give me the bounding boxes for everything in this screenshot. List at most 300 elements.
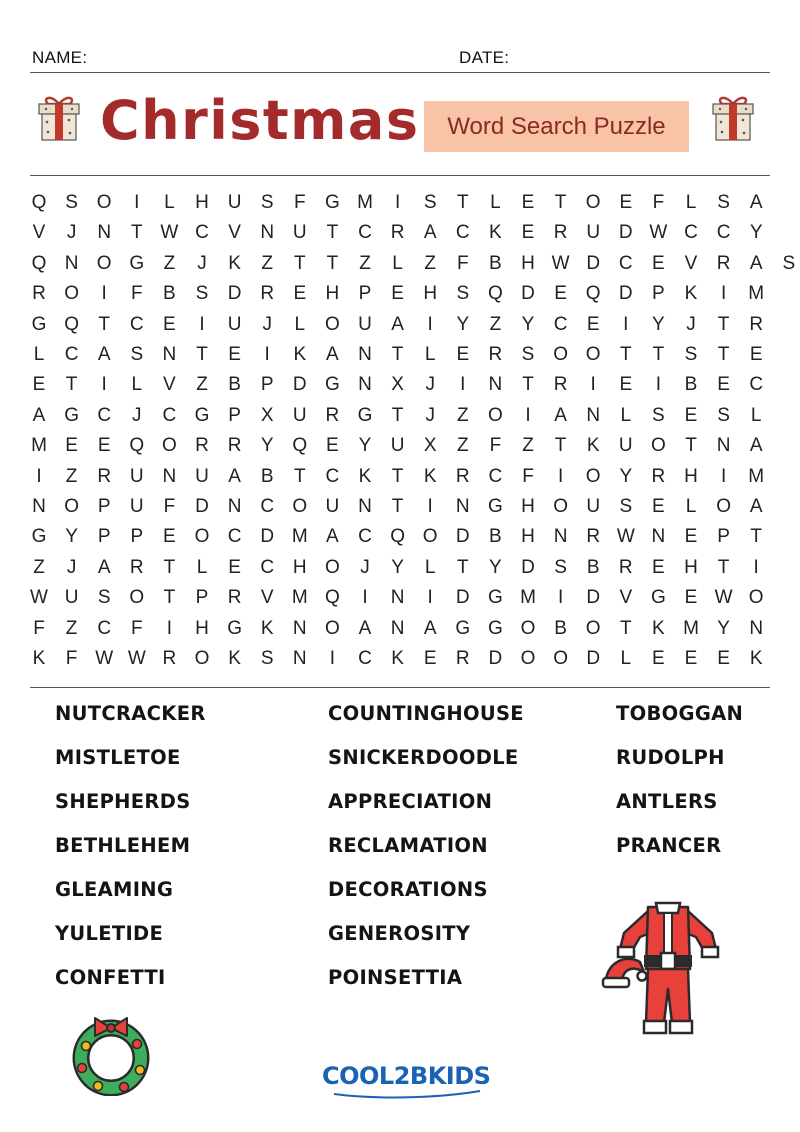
grid-letter: E	[619, 192, 633, 213]
grid-letter: R	[227, 587, 242, 609]
grid-letter: R	[488, 344, 503, 365]
grid-letter: L	[424, 344, 436, 365]
grid-letter: K	[32, 648, 46, 669]
grid-letter: X	[260, 404, 274, 426]
logo-text: COOL2BKIDS	[322, 1062, 491, 1090]
word-item: CONFETTI	[55, 966, 166, 989]
grid-letter: C	[162, 404, 177, 426]
grid-letter: N	[97, 222, 112, 244]
grid-letter: B	[489, 526, 502, 548]
grid-letter: G	[488, 496, 503, 517]
grid-letter: U	[618, 435, 633, 457]
grid-letter: W	[714, 587, 733, 609]
grid-letter: S	[554, 556, 567, 578]
grid-letter: G	[488, 587, 503, 609]
grid-letter: E	[65, 435, 78, 457]
grid-letter: B	[228, 374, 241, 396]
grid-letter: N	[292, 648, 307, 669]
grid-letter: C	[618, 252, 633, 274]
grid-letter: W	[30, 587, 48, 609]
grid-letter: V	[260, 587, 274, 609]
grid-letter: Z	[163, 252, 176, 274]
grid-letter: T	[326, 222, 339, 244]
grid-letter: Z	[65, 617, 78, 639]
grid-letter: E	[423, 648, 437, 669]
grid-letter: A	[749, 435, 763, 457]
grid-letter: C	[358, 222, 372, 244]
grid-letter: T	[554, 435, 567, 457]
grid-letter: A	[326, 344, 339, 365]
grid-letter: C	[749, 374, 764, 396]
grid-letter: E	[293, 283, 307, 305]
grid-letter: F	[293, 192, 306, 213]
grid-letter: B	[163, 283, 176, 305]
grid-letter: E	[684, 526, 698, 548]
grid-letter: N	[227, 496, 242, 517]
grid-letter: E	[717, 374, 730, 396]
grid-letter: R	[716, 252, 731, 274]
grid-letter: P	[717, 526, 730, 548]
grid-letter: Z	[489, 313, 502, 335]
grid-letter: E	[521, 192, 535, 213]
grid-letter: N	[260, 222, 275, 244]
grid-letter: F	[33, 617, 45, 639]
grid-letter: C	[325, 465, 340, 487]
grid-letter: R	[749, 313, 764, 335]
grid-letter: T	[293, 465, 306, 487]
grid-letter: I	[623, 313, 629, 335]
grid-letter: H	[521, 496, 535, 517]
grid-letter: O	[520, 617, 536, 639]
grid-letter: W	[616, 526, 635, 548]
grid-letter: E	[652, 556, 665, 578]
grid-letter: T	[391, 344, 404, 365]
grid-letter: N	[358, 374, 372, 396]
grid-letter: A	[423, 222, 437, 244]
grid-letter: G	[651, 587, 666, 609]
grid-letter: C	[358, 526, 372, 548]
grid-letter: N	[488, 374, 503, 396]
grid-top-divider	[30, 175, 770, 176]
grid-letter: L	[131, 374, 143, 396]
grid-letter: F	[522, 465, 534, 487]
grid-letter: B	[684, 374, 698, 396]
grid-letter: E	[32, 374, 46, 396]
grid-letter: M	[31, 435, 47, 457]
grid-letter: Y	[489, 556, 502, 578]
grid-letter: O	[585, 344, 601, 365]
grid-letter: Y	[65, 526, 78, 548]
grid-letter: I	[557, 587, 564, 609]
grid-letter: J	[360, 556, 370, 578]
grid-letter: N	[716, 435, 731, 457]
grid-letter: E	[652, 496, 665, 517]
grid-letter: Z	[424, 252, 436, 274]
name-label: NAME:	[32, 48, 88, 67]
grid-letter: I	[427, 587, 433, 609]
grid-letter: N	[292, 617, 307, 639]
grid-letter: C	[488, 465, 503, 487]
grid-letter: O	[194, 526, 210, 548]
grid-letter: A	[97, 556, 111, 578]
grid-letter: Z	[65, 465, 78, 487]
grid-letter: E	[163, 313, 176, 335]
grid-letter: I	[525, 404, 531, 426]
grid-letter: F	[652, 192, 665, 213]
grid-letter: R	[32, 283, 46, 305]
word-item: APPRECIATION	[328, 790, 493, 813]
grid-letter: A	[391, 313, 404, 335]
grid-letter: U	[129, 496, 144, 517]
grid-letter: A	[749, 496, 763, 517]
grid-letter: E	[684, 404, 698, 426]
grid-letter: E	[586, 313, 600, 335]
grid-letter: Z	[456, 404, 469, 426]
grid-letter: R	[227, 435, 242, 457]
grid-letter: N	[455, 496, 470, 517]
grid-letter: M	[291, 587, 308, 609]
grid-letter: Q	[64, 313, 79, 335]
grid-letter: P	[652, 283, 665, 305]
grid-letter: D	[521, 556, 535, 578]
grid-letter: N	[64, 252, 79, 274]
grid-letter: R	[586, 526, 601, 548]
grid-letter: T	[326, 252, 339, 274]
word-item: PRANCER	[616, 834, 722, 857]
grid-letter: O	[325, 313, 340, 335]
word-item: MISTLETOE	[55, 746, 181, 769]
grid-letter: H	[292, 556, 307, 578]
grid-letter: N	[390, 617, 405, 639]
word-item: BETHLEHEM	[55, 834, 191, 857]
grid-letter: B	[554, 617, 567, 639]
grid-letter: I	[36, 465, 42, 487]
grid-letter: I	[590, 374, 596, 396]
grid-letter: A	[749, 252, 763, 274]
grid-letter: K	[358, 465, 372, 487]
grid-letter: U	[586, 222, 601, 244]
grid-letter: L	[33, 344, 45, 365]
grid-letter: D	[618, 222, 633, 244]
grid-letter: I	[427, 496, 433, 517]
gift-box-icon	[36, 92, 82, 144]
grid-letter: S	[684, 344, 698, 365]
grid-letter: U	[227, 192, 242, 213]
grid-letter: O	[651, 435, 666, 457]
grid-letter: N	[32, 496, 46, 517]
grid-letter: D	[586, 252, 601, 274]
grid-letter: L	[196, 556, 208, 578]
grid-letter: T	[717, 344, 730, 365]
grid-letter: Q	[31, 192, 47, 213]
grid-letter: K	[684, 283, 698, 305]
grid-letter: T	[456, 192, 469, 213]
grid-letter: O	[553, 496, 568, 517]
grid-letter: F	[130, 617, 143, 639]
grid-letter: L	[620, 648, 632, 669]
grid-letter: T	[717, 556, 730, 578]
grid-letter: Q	[488, 283, 503, 305]
word-item: POINSETTIA	[328, 966, 463, 989]
grid-letter: O	[553, 344, 568, 365]
word-item: ANTLERS	[616, 790, 718, 813]
grid-letter: D	[488, 648, 503, 669]
grid-letter: J	[132, 404, 142, 426]
grid-letter: I	[753, 556, 759, 578]
grid-letter: G	[194, 404, 210, 426]
grid-letter: Z	[359, 252, 371, 274]
grid-letter: A	[97, 344, 111, 365]
grid-letter: E	[652, 252, 665, 274]
grid-letter: B	[489, 252, 502, 274]
grid-letter: T	[750, 526, 762, 548]
grid-letter: T	[391, 465, 404, 487]
grid-letter: T	[65, 374, 78, 396]
grid-letter: S	[423, 192, 437, 213]
grid-letter: S	[65, 192, 78, 213]
grid-letter: K	[652, 617, 665, 639]
grid-letter: R	[651, 465, 666, 487]
grid-letter: M	[520, 587, 536, 609]
grid-letter: A	[358, 617, 372, 639]
brand-logo	[322, 1062, 492, 1102]
grid-letter: Z	[196, 374, 208, 396]
grid-letter: U	[227, 313, 242, 335]
grid-letter: F	[489, 435, 502, 457]
grid-letter: O	[194, 648, 210, 669]
grid-letter: E	[97, 435, 111, 457]
grid-letter: S	[619, 496, 633, 517]
grid-letter: Y	[358, 435, 372, 457]
grid-letter: S	[782, 252, 796, 274]
grid-letter: C	[97, 617, 112, 639]
grid-letter: N	[358, 496, 372, 517]
grid-letter: M	[748, 283, 765, 305]
grid-letter: B	[260, 465, 274, 487]
grid-letter: E	[684, 648, 698, 669]
grid-letter: M	[748, 465, 765, 487]
grid-letter: E	[228, 344, 241, 365]
grid-letter: I	[264, 344, 270, 365]
grid-letter: E	[749, 344, 763, 365]
grid-letter: O	[325, 617, 340, 639]
grid-letter: R	[455, 465, 470, 487]
grid-letter: U	[64, 587, 79, 609]
word-item: SHEPHERDS	[55, 790, 191, 813]
grid-letter: R	[195, 435, 209, 457]
grid-letter: X	[423, 435, 437, 457]
word-item: DECORATIONS	[328, 878, 488, 901]
grid-letter: N	[358, 344, 372, 365]
grid-letter: K	[260, 617, 274, 639]
grid-letter: Y	[652, 313, 665, 335]
grid-letter: Q	[31, 252, 47, 274]
grid-letter: Q	[325, 587, 340, 609]
grid-letter: K	[228, 252, 241, 274]
grid-letter: W	[160, 222, 179, 244]
grid-letter: E	[619, 374, 633, 396]
grid-letter: V	[32, 222, 46, 244]
grid-letter: T	[717, 313, 730, 335]
grid-letter: U	[586, 496, 601, 517]
word-item: YULETIDE	[55, 922, 164, 945]
page-subtitle: Word Search Puzzle	[447, 113, 666, 140]
grid-letter: I	[557, 465, 564, 487]
grid-letter: D	[292, 374, 307, 396]
grid-letter: V	[619, 587, 633, 609]
grid-letter: E	[554, 283, 567, 305]
grid-letter: I	[362, 587, 368, 609]
grid-letter: O	[96, 252, 112, 274]
grid-letter: C	[684, 222, 698, 244]
grid-letter: S	[97, 587, 111, 609]
grid-letter: O	[422, 526, 438, 548]
grid-letter: R	[553, 222, 568, 244]
grid-letter: D	[455, 526, 470, 548]
grid-letter: I	[394, 192, 401, 213]
grid-letter: K	[586, 435, 600, 457]
grid-letter: K	[749, 648, 763, 669]
word-item: SNICKERDOODLE	[328, 746, 519, 769]
grid-letter: T	[130, 222, 143, 244]
grid-letter: O	[292, 496, 308, 517]
grid-letter: C	[260, 496, 275, 517]
grid-letter: C	[64, 344, 79, 365]
grid-letter: I	[101, 283, 107, 305]
grid-letter: O	[129, 587, 145, 609]
grid-letter: S	[521, 344, 535, 365]
grid-letter: A	[32, 404, 46, 426]
grid-letter: D	[455, 587, 470, 609]
grid-letter: A	[554, 404, 567, 426]
grid-letter: T	[391, 496, 404, 517]
grid-letter: P	[130, 526, 144, 548]
grid-letter: O	[520, 648, 536, 669]
grid-letter: H	[195, 617, 209, 639]
grid-letter: C	[716, 222, 731, 244]
grid-letter: T	[196, 344, 208, 365]
grid-letter: R	[455, 648, 470, 669]
grid-letter: H	[684, 465, 698, 487]
grid-letter: Z	[522, 435, 534, 457]
grid-letter: G	[455, 617, 471, 639]
grid-letter: L	[490, 192, 501, 213]
grid-letter: C	[455, 222, 470, 244]
grid-letter: Z	[261, 252, 273, 274]
grid-letter: G	[488, 617, 503, 639]
grid-letter: M	[357, 192, 373, 213]
grid-letter: V	[163, 374, 176, 396]
grid-letter: O	[162, 435, 177, 457]
grid-letter: D	[195, 496, 209, 517]
grid-letter: Q	[585, 283, 601, 305]
grid-letter: T	[522, 374, 534, 396]
grid-letter: G	[325, 192, 340, 213]
grid-letter: T	[554, 192, 567, 213]
grid-letter: T	[619, 617, 632, 639]
grid-letter: Q	[390, 526, 405, 548]
grid-letter: S	[652, 404, 665, 426]
grid-letter: C	[195, 222, 209, 244]
grid-letter: J	[425, 404, 435, 426]
grid-letter: U	[325, 496, 340, 517]
christmas-wreath-icon	[68, 1010, 154, 1096]
grid-letter: R	[97, 465, 112, 487]
grid-letter: E	[521, 222, 535, 244]
subtitle-box	[424, 101, 689, 152]
grid-letter: I	[720, 465, 727, 487]
grid-letter: G	[129, 252, 145, 274]
grid-letter: L	[685, 496, 697, 517]
grid-letter: A	[749, 192, 763, 213]
grid-letter: E	[652, 648, 665, 669]
grid-letter: P	[228, 404, 241, 426]
grid-letter: G	[64, 404, 79, 426]
grid-letter: L	[392, 252, 403, 274]
grid-letter: G	[325, 374, 340, 396]
logo-swoosh	[332, 1088, 482, 1100]
grid-letter: O	[488, 404, 503, 426]
grid-letter: P	[195, 587, 209, 609]
grid-letter: Q	[129, 435, 145, 457]
grid-letter: H	[521, 252, 535, 274]
grid-letter: O	[96, 192, 112, 213]
grid-letter: I	[720, 283, 727, 305]
grid-letter: E	[456, 344, 470, 365]
grid-letter: I	[460, 374, 466, 396]
grid-letter: N	[651, 526, 666, 548]
grid-letter: X	[391, 374, 404, 396]
grid-letter: U	[292, 222, 307, 244]
grid-letter: E	[717, 648, 730, 669]
grid-letter: O	[716, 496, 731, 517]
grid-letter: Z	[33, 556, 45, 578]
grid-letter: I	[199, 313, 205, 335]
grid-letter: K	[228, 648, 241, 669]
grid-letter: E	[228, 556, 241, 578]
grid-letter: S	[260, 192, 274, 213]
grid-letter: T	[456, 556, 469, 578]
grid-letter: J	[66, 222, 77, 244]
grid-letter: Y	[260, 435, 274, 457]
word-item: TOBOGGAN	[616, 702, 744, 725]
grid-letter: Z	[456, 435, 469, 457]
grid-letter: I	[134, 192, 140, 213]
grid-letter: C	[129, 313, 144, 335]
grid-letter: R	[162, 648, 177, 669]
grid-letter: D	[260, 526, 275, 548]
grid-letter: E	[326, 435, 339, 457]
grid-letter: M	[291, 526, 308, 548]
grid-letter: H	[195, 192, 209, 213]
grid-letter: O	[585, 617, 601, 639]
grid-letter: G	[227, 617, 242, 639]
grid-letter: F	[65, 648, 78, 669]
grid-letter: U	[195, 465, 209, 487]
grid-bottom-divider	[30, 687, 770, 688]
grid-letter: E	[391, 283, 404, 305]
grid-letter: V	[228, 222, 241, 244]
grid-letter: V	[684, 252, 698, 274]
grid-letter: S	[195, 283, 209, 305]
grid-letter: R	[325, 404, 340, 426]
grid-letter: J	[66, 556, 77, 578]
grid-letter: B	[586, 556, 600, 578]
grid-letter: W	[95, 648, 114, 669]
grid-letter: O	[64, 283, 79, 305]
grid-letter: O	[325, 556, 340, 578]
grid-letter: U	[358, 313, 372, 335]
